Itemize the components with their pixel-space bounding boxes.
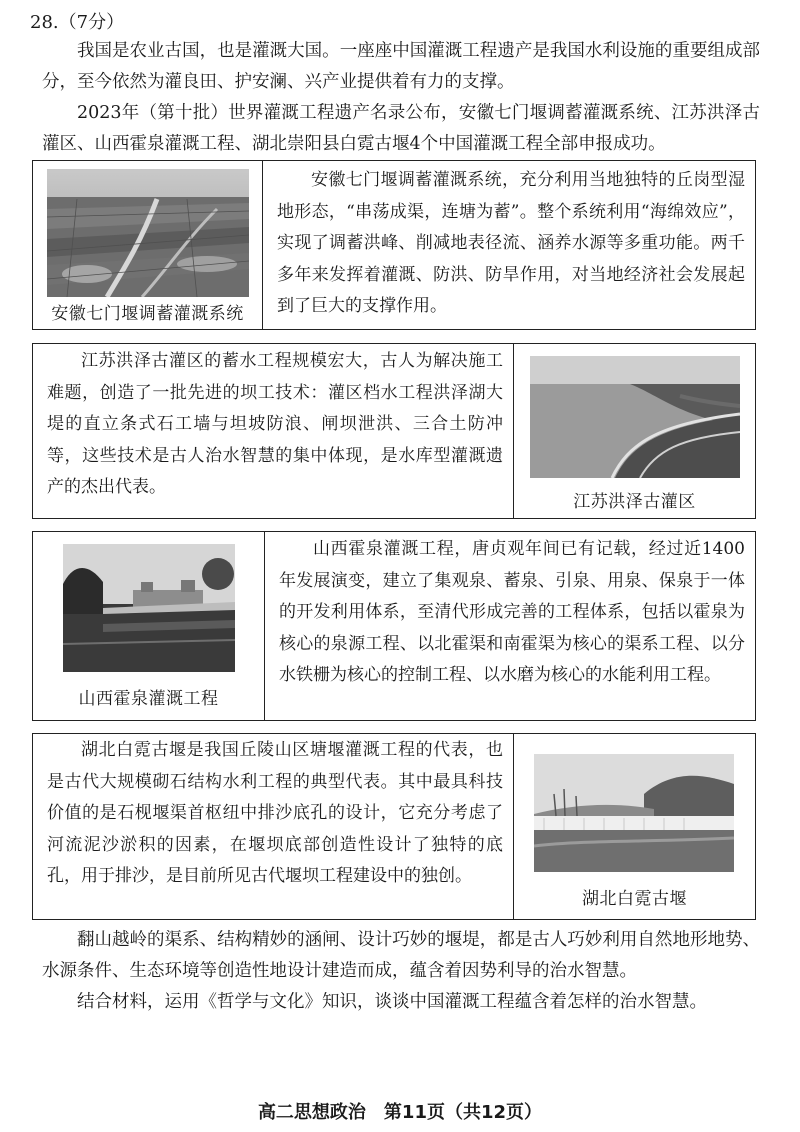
text-jiangsu: 江苏洪泽古灌区的蓄水工程规模宏大，古人为解决施工难题，创造了一批先进的坝工技术：灌区档水工程洪泽湖大堤的直立条式石工墙与坦坡防浪、闸坝泄洪、三合土防冲等，这些技术是古人治水智慧的集中体现，是水库型灌溉遗产的杰出代表。 <box>47 351 503 497</box>
photo-anhui-qimenyan <box>47 169 249 297</box>
page-footer: 高二思想政治 第11页（共12页） <box>257 1102 543 1123</box>
photo-hubei-bainiguyan <box>534 754 734 872</box>
image-cell-hubei <box>513 734 755 919</box>
photo-jiangsu-hongze <box>530 356 740 478</box>
heritage-box-shanxi <box>32 531 756 721</box>
caption-anhui: 安徽七门堰调蓄灌溉系统 <box>51 304 244 324</box>
text-anhui: 安徽七门堰调蓄灌溉系统，充分利用当地独特的丘岗型湿地形态，“串荡成渠，连塘为蓄”。整个系统利用“海绵效应”，实现了调蓄洪峰、削减地表径流、涵养水源等多重功能。两千多年来发挥着灌溉、防洪、防旱作用，对当地经济社会发展起到了巨大的支撑作用。 <box>277 170 745 316</box>
heritage-box-anhui <box>32 160 756 330</box>
heritage-box-jiangsu <box>32 343 756 519</box>
caption-shanxi: 山西霍泉灌溉工程 <box>78 689 219 709</box>
text-shanxi: 山西霍泉灌溉工程，唐贞观年间已有记载，经过近1400年发展演变，建立了集观泉、蓄泉、引泉、用泉、保泉于一体的开发利用体系，至清代形成完善的工程体系，包括以霍泉为核心的泉源工程、以北霍渠和南霍渠为核心的渠系工程、以分水铁栅为核心的控制工程、以水磨为核心的水能利用工程。 <box>279 539 745 685</box>
question-prompt: 结合材料，运用《哲学与文化》知识，谈谈中国灌溉工程蕴含着怎样的治水智慧。 <box>77 992 707 1012</box>
caption-jiangsu: 江苏洪泽古灌区 <box>573 492 696 512</box>
image-cell-anhui <box>33 161 263 329</box>
text-hubei: 湖北白霓古堰是我国丘陵山区塘堰灌溉工程的代表，也是古代大规模砌石结构水利工程的典型代表。其中最具科技价值的是石枧堰渠首枢纽中排沙底孔的设计，它充分考虑了河流泥沙淤积的因素，在堰坝底部创造性设计了独特的底孔，用于排沙，是目前所见古代堰坝工程建设中的独创。 <box>47 740 503 886</box>
photo-shanxi-huoquan <box>63 544 235 672</box>
image-cell-shanxi <box>33 532 265 720</box>
caption-hubei: 湖北白霓古堰 <box>582 889 687 909</box>
intro-paragraph-2: 2023年（第十批）世界灌溉工程遗产名录公布，安徽七门堰调蓄灌溉系统、江苏洪泽古灌区、山西霍泉灌溉工程、湖北崇阳县白霓古堰4个中国灌溉工程全部申报成功。 <box>42 103 760 154</box>
image-cell-jiangsu <box>513 344 755 518</box>
heritage-box-hubei <box>32 733 756 920</box>
intro-paragraph-1: 我国是农业古国，也是灌溉大国。一座座中国灌溉工程遗产是我国水利设施的重要组成部分，至今依然为灌良田、护安澜、兴产业提供着有力的支撑。 <box>42 41 760 92</box>
question-number: 28.（7分） <box>30 12 125 33</box>
conclusion-paragraph: 翻山越岭的渠系、结构精妙的涵闸、设计巧妙的堰堤，都是古人巧妙利用自然地形地势、水源条件、生态环境等创造性地设计建造而成，蕴含着因势利导的治水智慧。 <box>42 930 760 981</box>
